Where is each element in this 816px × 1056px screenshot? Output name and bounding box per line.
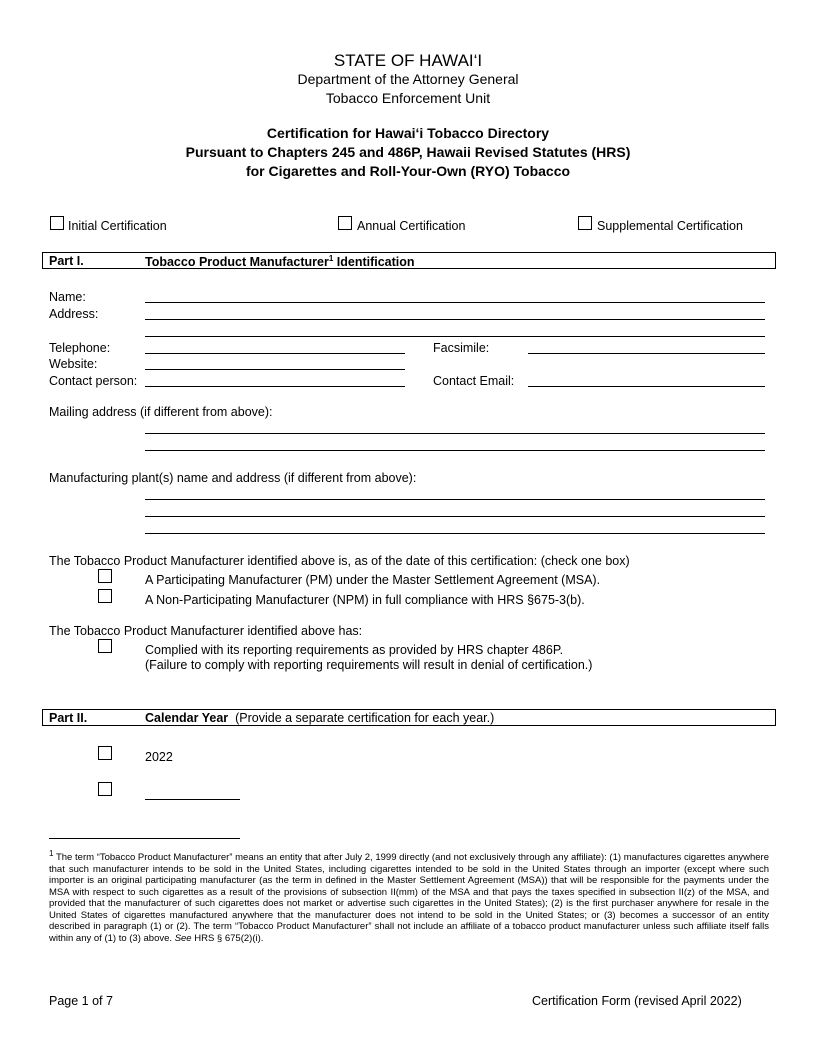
- facsimile-label: Facsimile:: [433, 341, 490, 355]
- complied-label-line1: Complied with its reporting requirements as provided by HRS chapter 486P.: [145, 643, 564, 657]
- telephone-field[interactable]: [145, 353, 405, 354]
- pm-status-label: A Participating Manufacturer (PM) under the Master Settlement Agreement (MSA).: [145, 573, 601, 587]
- initial-certification-label: Initial Certification: [68, 219, 167, 233]
- part1-title: Tobacco Product Manufacturer$^1$ Identification: [145, 254, 415, 270]
- name-field[interactable]: [145, 302, 765, 303]
- npm-status-label: A Non-Participating Manufacturer (NPM) in full compliance with HRS §675-3(b).: [145, 593, 585, 607]
- part2-title: Calendar Year (Provide a separate certification for each year.): [145, 711, 495, 725]
- form-title-line3: for Cigarettes and Roll-Your-Own (RYO) Tobacco: [245, 163, 571, 179]
- address-field-line2[interactable]: [145, 336, 765, 337]
- complied-label-line2: (Failure to comply with reporting requirements will result in denial of certification.): [145, 658, 593, 672]
- manufacturing-plants-field-line3[interactable]: [145, 533, 765, 534]
- website-field[interactable]: [145, 369, 405, 370]
- has-intro: The Tobacco Product Manufacturer identified above has:: [49, 624, 363, 638]
- complied-checkbox[interactable]: [98, 639, 112, 653]
- address-field-line1[interactable]: [145, 319, 765, 320]
- pm-status-checkbox[interactable]: [98, 569, 112, 583]
- year-other-checkbox[interactable]: [98, 782, 112, 796]
- supplemental-certification-checkbox[interactable]: [578, 216, 592, 230]
- form-title-line2: Pursuant to Chapters 245 and 486P, Hawaii Revised Statutes (HRS): [185, 144, 631, 160]
- mailing-address-field-line1[interactable]: [145, 433, 765, 434]
- year-2022-checkbox[interactable]: [98, 746, 112, 760]
- telephone-label: Telephone:: [49, 341, 111, 355]
- part2-label: Part II.: [49, 711, 88, 725]
- address-label: Address:: [49, 307, 99, 321]
- footnote: $^1$ The term “Tobacco Product Manufacturer” means an entity that after July 2, 1999 directly (and not exclusively through any affiliate): (1) manufactures cigarettes anywhere that such manufacturer intends to be sold in the United States, including cigarettes intended to be sold in the United States through an importer (except where such importer is an original participating manufacturer (as the term in defined in the Master Settlement Agreement (MSA)) that will be responsible for the payments under the MSA with respect to such cigarettes as a result of the provisions of subsection II(mm) of the MSA and that pays the taxes specified in subsection II(z) of the MSA, and provided that the manufacturer of such cigarettes does not market or advertise such cigarettes in the United States); (2) is the first purchaser anywhere for resale in the United States of cigarettes manufactured anywhere that the manufacturer does not intend to be sold in the United States; or (3) becomes a successor of an entity described in paragraph (1) or (2). The term “Tobacco Product Manufacturer” shall not include an affiliate of a tobacco product manufacturer unless such affiliate itself falls within any of (1) to (3) above. See HRS § 675(2)(i).: [49, 849, 769, 944]
- unit-heading: Tobacco Enforcement Unit: [325, 90, 491, 106]
- contact-person-label: Contact person:: [49, 374, 138, 388]
- annual-certification-checkbox[interactable]: [338, 216, 352, 230]
- form-revision: Certification Form (revised April 2022): [532, 994, 742, 1008]
- year-other-field[interactable]: [145, 799, 240, 800]
- part1-label: Part I.: [49, 254, 84, 268]
- department-heading: Department of the Attorney General: [297, 71, 519, 87]
- status-intro: The Tobacco Product Manufacturer identified above is, as of the date of this certification: (check one box): [49, 554, 630, 568]
- footnote-separator: [49, 838, 240, 839]
- name-label: Name:: [49, 290, 86, 304]
- mailing-address-label: Mailing address (if different from above):: [49, 405, 273, 419]
- website-label: Website:: [49, 357, 98, 371]
- manufacturing-plants-field-line1[interactable]: [145, 499, 765, 500]
- manufacturing-plants-field-line2[interactable]: [145, 516, 765, 517]
- supplemental-certification-label: Supplemental Certification: [597, 219, 743, 233]
- page-number: Page 1 of 7: [49, 994, 113, 1008]
- year-2022-label: 2022: [145, 750, 173, 764]
- initial-certification-checkbox[interactable]: [50, 216, 64, 230]
- contact-person-field[interactable]: [145, 386, 405, 387]
- contact-email-label: Contact Email:: [433, 374, 515, 388]
- npm-status-checkbox[interactable]: [98, 589, 112, 603]
- contact-email-field[interactable]: [528, 386, 765, 387]
- manufacturing-plants-label: Manufacturing plant(s) name and address (if different from above):: [49, 471, 417, 485]
- mailing-address-field-line2[interactable]: [145, 450, 765, 451]
- annual-certification-label: Annual Certification: [357, 219, 466, 233]
- form-title-line1: Certification for Hawai‘i Tobacco Directory: [266, 125, 550, 141]
- facsimile-field[interactable]: [528, 353, 765, 354]
- state-heading: STATE OF HAWAI‘I: [333, 51, 483, 70]
